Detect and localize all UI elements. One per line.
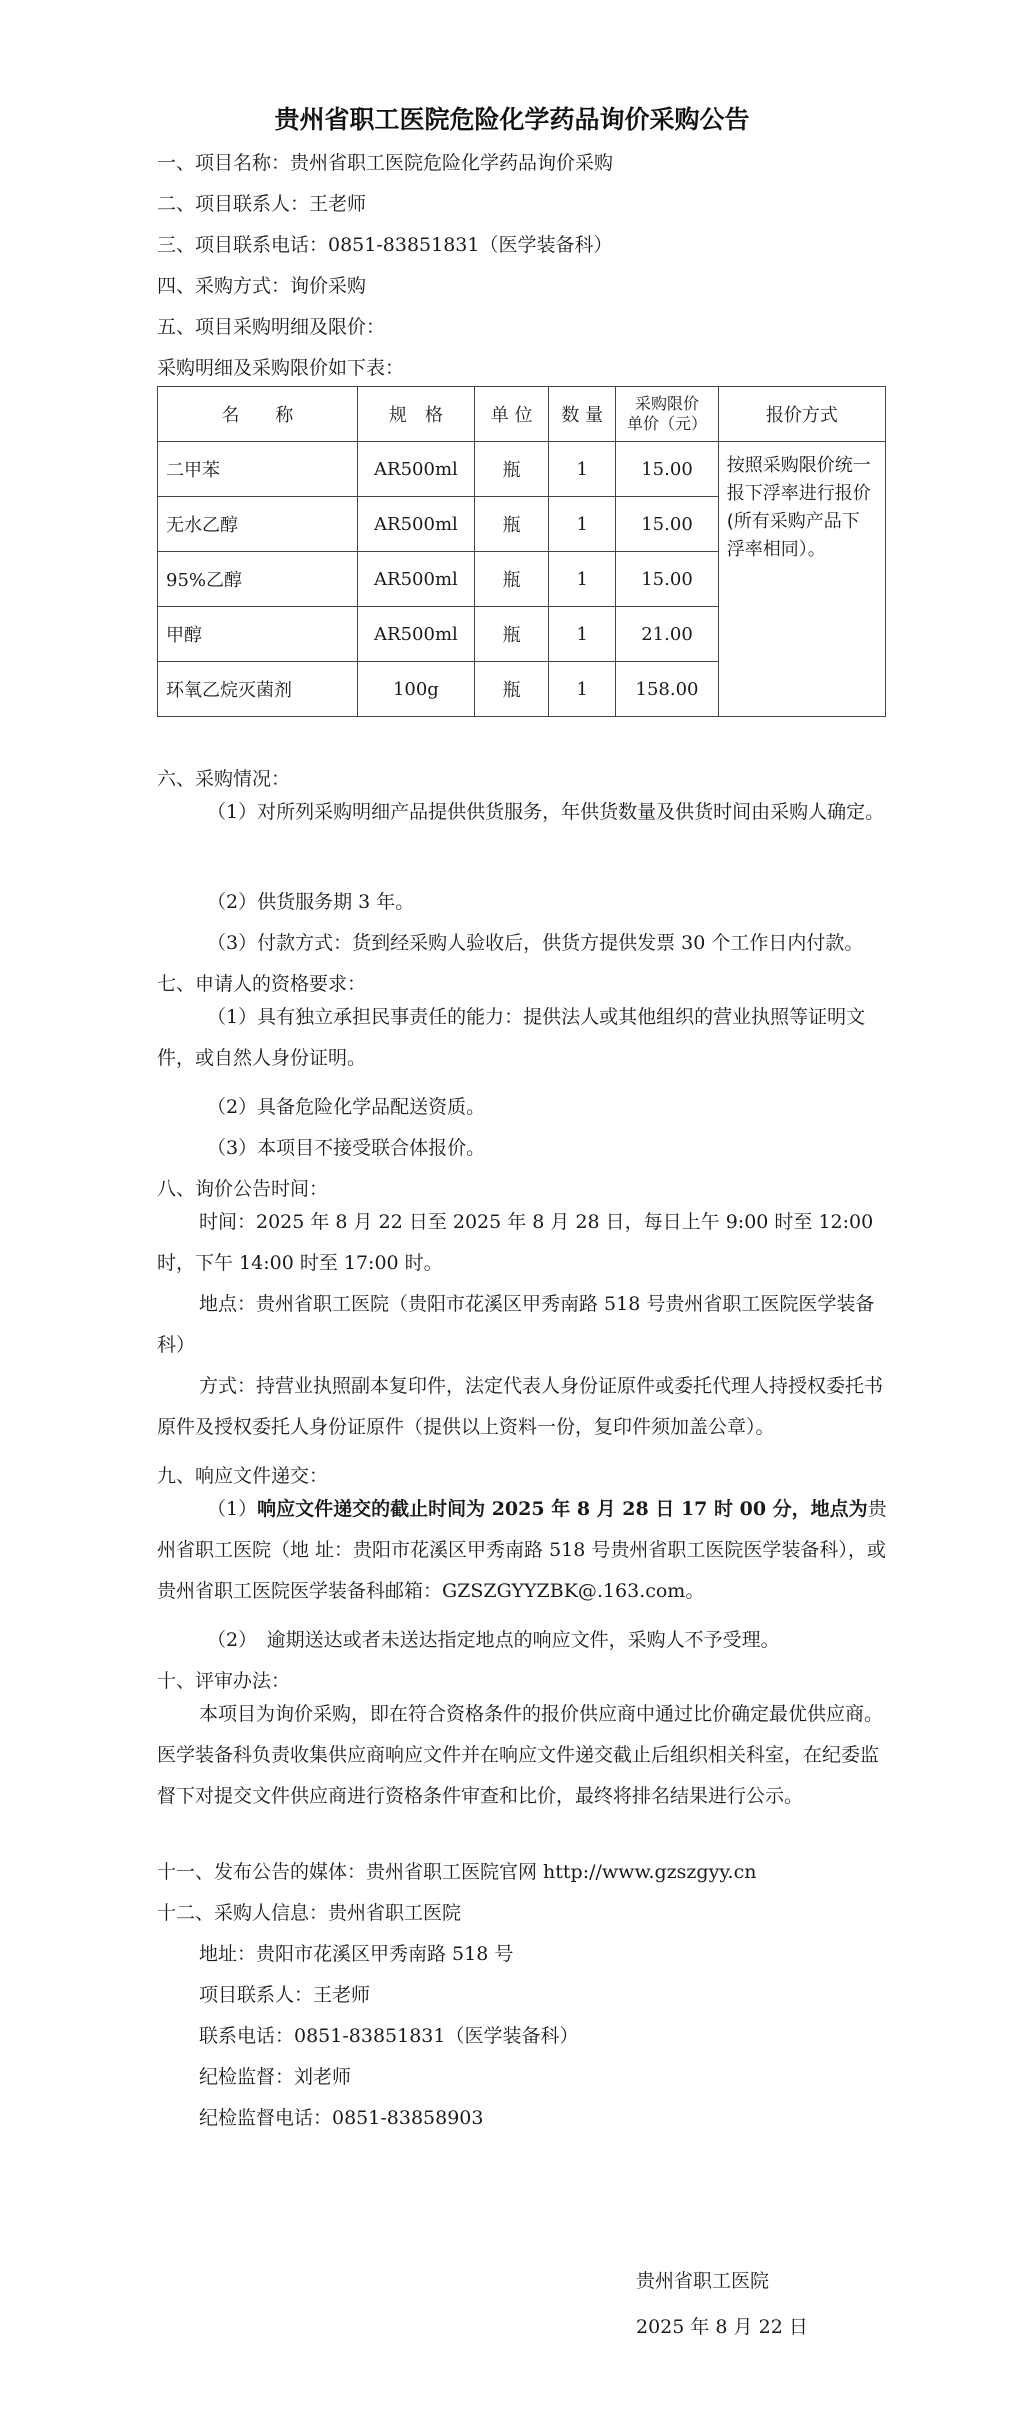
section8-method: 方式：持营业执照副本复印件，法定代表人身份证原件或委托代理人持授权委托书原件及授权委托人身份证原件（提供以上资料一份，复印件须加盖公章）。 <box>157 1375 884 1438</box>
section7-item2: （2）具备危险化学品配送资质。 <box>207 1096 486 1118</box>
row-name: 环氧乙烷灭菌剂 <box>158 662 358 717</box>
header-spec: 规 格 <box>357 387 475 442</box>
header-price <box>616 387 718 442</box>
section11-line: 十一、发布公告的媒体：贵州省职工医院官网 http://www.gzszgyy.cn <box>157 1861 757 1883</box>
row-qty: 1 <box>549 607 616 662</box>
procurement-details-line: 五、项目采购明细及限价： <box>157 316 386 338</box>
section6-item2: （2）供货服务期 3 年。 <box>207 891 415 913</box>
row-unit: 瓶 <box>475 662 549 717</box>
supervisor-phone: 纪检监督电话：0851-83858903 <box>199 2107 484 2129</box>
section6-heading: 六、采购情况： <box>157 768 291 790</box>
header-qty: 数 量 <box>549 387 616 442</box>
section9-heading: 九、响应文件递交： <box>157 1465 329 1487</box>
row-unit: 瓶 <box>475 607 549 662</box>
section9-item2: （2） 逾期送达或者未送达指定地点的响应文件，采购人不予受理。 <box>207 1629 780 1651</box>
section12-heading: 十二、采购人信息：贵州省职工医院 <box>157 1902 462 1924</box>
row-price: 15.00 <box>616 497 718 552</box>
section8-time: 时间：2025 年 8 月 22 日至 2025 年 8 月 28 日，每日上午 9:00 时至 12:00 时，下午 14:00 时至 17:00 时。 <box>157 1211 874 1274</box>
row-price: 15.00 <box>616 552 718 607</box>
procurement-table <box>157 386 886 717</box>
row-name: 甲醇 <box>158 607 358 662</box>
section10-heading: 十、评审办法： <box>157 1670 291 1692</box>
method-cell: 按照采购限价统一报下浮率进行报价(所有采购产品下浮率相同）。 <box>718 442 885 717</box>
section8-place: 地点：贵州省职工医院（贵阳市花溪区甲秀南路 518 号贵州省职工医院医学装备科） <box>157 1293 875 1356</box>
section9-item1 <box>157 1489 887 1612</box>
section6-item3: （3）付款方式：货到经采购人验收后，供货方提供发票 30 个工作日内付款。 <box>207 932 864 954</box>
section7-item1: （1）具有独立承担民事责任的能力：提供法人或其他组织的营业执照等证明文件，或自然人身份证明。 <box>157 1006 866 1069</box>
section7-heading: 七、申请人的资格要求： <box>157 973 367 995</box>
row-price: 158.00 <box>616 662 718 717</box>
row-unit: 瓶 <box>475 552 549 607</box>
row-qty: 1 <box>549 552 616 607</box>
row-spec: AR500ml <box>357 442 475 497</box>
header-method: 报价方式 <box>718 387 885 442</box>
supervisor: 纪检监督：刘老师 <box>199 2066 352 2088</box>
project-contact-line: 二、项目联系人：王老师 <box>157 193 367 215</box>
section9-deadline-bold: 响应文件递交的截止时间为 2025 年 8 月 28 日 17 时 00 分，地点为 <box>257 1498 868 1520</box>
project-phone-line: 三、项目联系电话：0851-83851831（医学装备科） <box>157 234 613 256</box>
purchaser-phone: 联系电话：0851-83851831（医学装备科） <box>199 2025 579 2047</box>
row-name: 无水乙醇 <box>158 497 358 552</box>
row-spec: AR500ml <box>357 607 475 662</box>
row-spec: AR500ml <box>357 497 475 552</box>
purchaser-contact: 项目联系人：王老师 <box>199 1984 371 2006</box>
signature-org: 贵州省职工医院 <box>636 2270 770 2292</box>
purchaser-address: 地址：贵阳市花溪区甲秀南路 518 号 <box>199 1943 514 1965</box>
section9-item1-rest: 贵州省职工医院（地 址：贵阳市花溪区甲秀南路 518 号贵州省职工医院医学装备科），或贵州省职工医院医学装备科邮箱：GZSZGYYZBK@.163.com。 <box>157 1498 887 1602</box>
row-name: 95%乙醇 <box>158 552 358 607</box>
section7-item3: （3）本项目不接受联合体报价。 <box>207 1137 486 1159</box>
row-spec: 100g <box>357 662 475 717</box>
project-name-line: 一、项目名称：贵州省职工医院危险化学药品询价采购 <box>157 152 614 174</box>
section9-item1-prefix: （1） <box>207 1498 258 1520</box>
header-name: 名 称 <box>158 387 358 442</box>
header-price-line2: 单价（元） <box>626 414 707 433</box>
row-qty: 1 <box>549 497 616 552</box>
procurement-method-line: 四、采购方式：询价采购 <box>157 275 367 297</box>
table-row <box>158 442 886 497</box>
row-unit: 瓶 <box>475 497 549 552</box>
table-intro-line: 采购明细及采购限价如下表： <box>157 357 405 379</box>
row-price: 21.00 <box>616 607 718 662</box>
section10-body: 本项目为询价采购，即在符合资格条件的报价供应商中通过比价确定最优供应商。医学装备科负责收集供应商响应文件并在响应文件递交截止后组织相关科室，在纪委监督下对提交文件供应商进行资格条件审查和比价，最终将排名结果进行公示。 <box>157 1703 884 1807</box>
row-qty: 1 <box>549 662 616 717</box>
header-unit: 单 位 <box>475 387 549 442</box>
row-unit: 瓶 <box>475 442 549 497</box>
row-qty: 1 <box>549 442 616 497</box>
table-header-row <box>158 387 886 442</box>
section8-heading: 八、询价公告时间： <box>157 1178 329 1200</box>
row-name: 二甲苯 <box>158 442 358 497</box>
page-title: 贵州省职工医院危险化学药品询价采购公告 <box>274 105 750 134</box>
section6-item1: （1）对所列采购明细产品提供供货服务，年供货数量及供货时间由采购人确定。 <box>207 801 885 823</box>
signature-date: 2025 年 8 月 22 日 <box>636 2316 808 2338</box>
row-spec: AR500ml <box>357 552 475 607</box>
header-price-line1: 采购限价 <box>634 394 699 413</box>
row-price: 15.00 <box>616 442 718 497</box>
